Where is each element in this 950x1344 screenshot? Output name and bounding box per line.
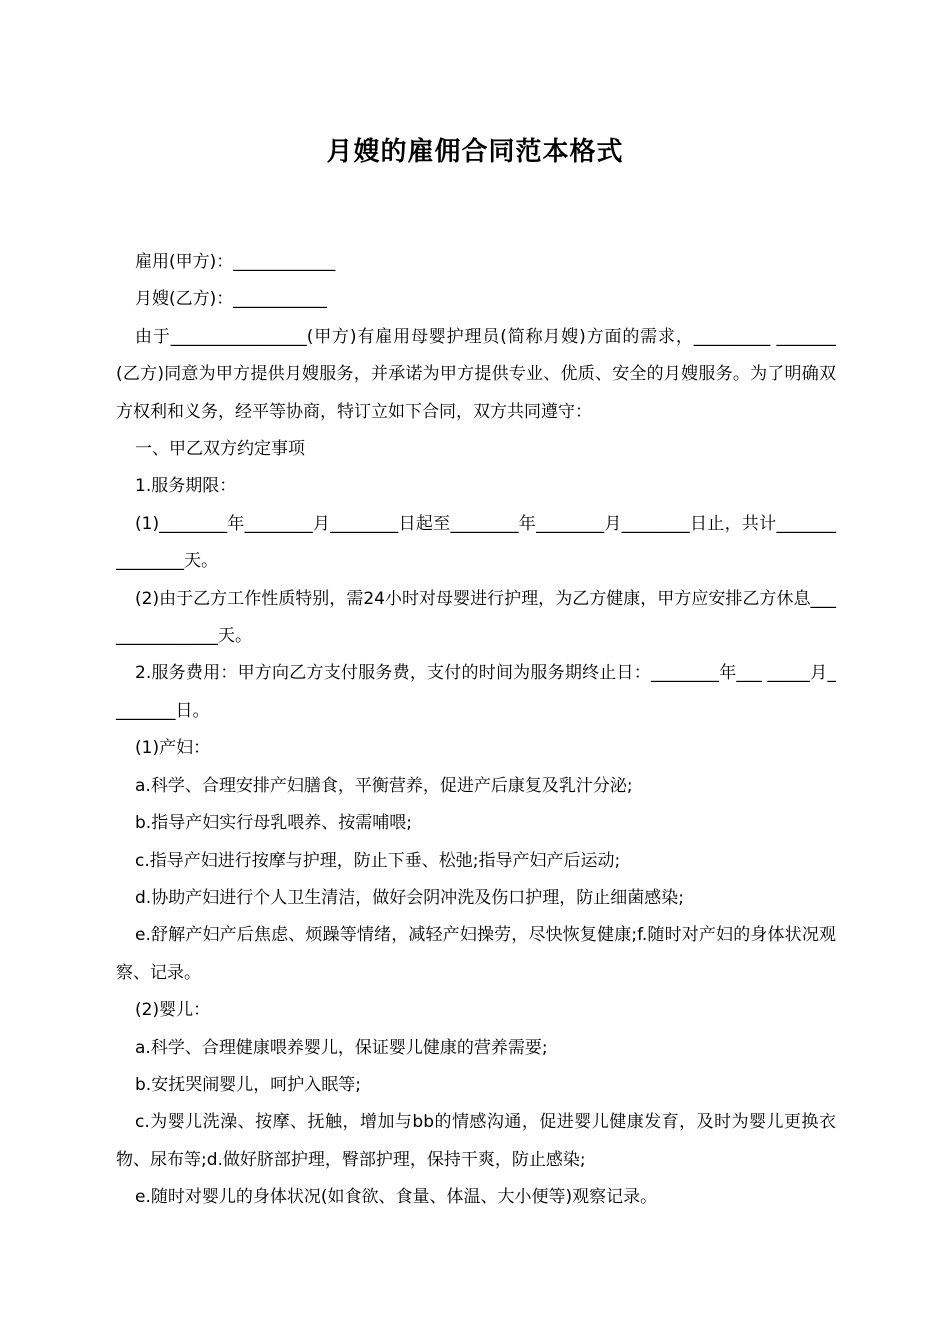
document-title: 月嫂的雇佣合同范本格式 (326, 137, 624, 167)
service-fee-paragraph: 2.服务费用：甲方向乙方支付服务费，支付的时间为服务期终止日：________年___ _____月________日。 (116, 663, 836, 721)
service-term-period: (1)________年________月________日起至________年________月________日止，共计_______________天。 (116, 513, 836, 572)
document-body (116, 244, 836, 1217)
mother-care-item-e: e.舒解产妇产后焦虑、烦躁等情绪，减轻产妇操劳，尽快恢复健康;f.随时对产妇的身体状况观察、记录。 (116, 925, 836, 983)
preamble-paragraph: 由于________________(甲方)有雇用母婴护理员(简称月嫂)方面的需求，_________ _______(乙方)同意为甲方提供月嫂服务，并承诺为甲方提供专业、优质、安全的月嫂服务。为了明确双方权利和义务，经平等协商，特订立如下合同，双方共同遵守： (116, 326, 836, 422)
section-heading: 一、甲乙双方约定事项 (135, 439, 305, 460)
baby-care-item-b: b.安抚哭闹婴儿，呵护入眠等; (135, 1074, 361, 1095)
party-a-line: 雇用(甲方)：____________ (135, 252, 336, 272)
service-term-heading: 1.服务期限： (135, 476, 237, 497)
baby-care-item-c: c.为婴儿洗澡、按摩、抚触，增加与bb的情感沟通，促进婴儿健康发育，及时为婴儿更换衣物、尿布等;d.做好脐部护理，臀部护理，保持干爽，防止感染; (116, 1112, 836, 1170)
baby-care-heading: (2)婴儿： (135, 1000, 211, 1021)
mother-care-item-a: a.科学、合理安排产妇膳食，平衡营养，促进产后康复及乳汁分泌; (135, 775, 633, 796)
mother-care-heading: (1)产妇： (135, 738, 211, 759)
party-b-line: 月嫂(乙方)：___________ (135, 289, 327, 310)
baby-care-item-e: e.随时对婴儿的身体状况(如食欲、食量、体温、大小便等)观察记录。 (135, 1187, 658, 1208)
mother-care-item-b: b.指导产妇实行母乳喂养、按需哺喂; (135, 813, 412, 834)
service-term-rest: (2)由于乙方工作性质特别，需24小时对母婴进行护理，为乙方健康，甲方应安排乙方休息_______________天。 (116, 588, 836, 647)
mother-care-item-d: d.协助产妇进行个人卫生清洁，做好会阴冲洗及伤口护理，防止细菌感染; (135, 887, 684, 908)
baby-care-item-a: a.科学、合理健康喂养婴儿，保证婴儿健康的营养需要; (135, 1037, 548, 1058)
mother-care-item-c: c.指导产妇进行按摩与护理，防止下垂、松弛;指导产妇产后运动; (135, 850, 621, 871)
